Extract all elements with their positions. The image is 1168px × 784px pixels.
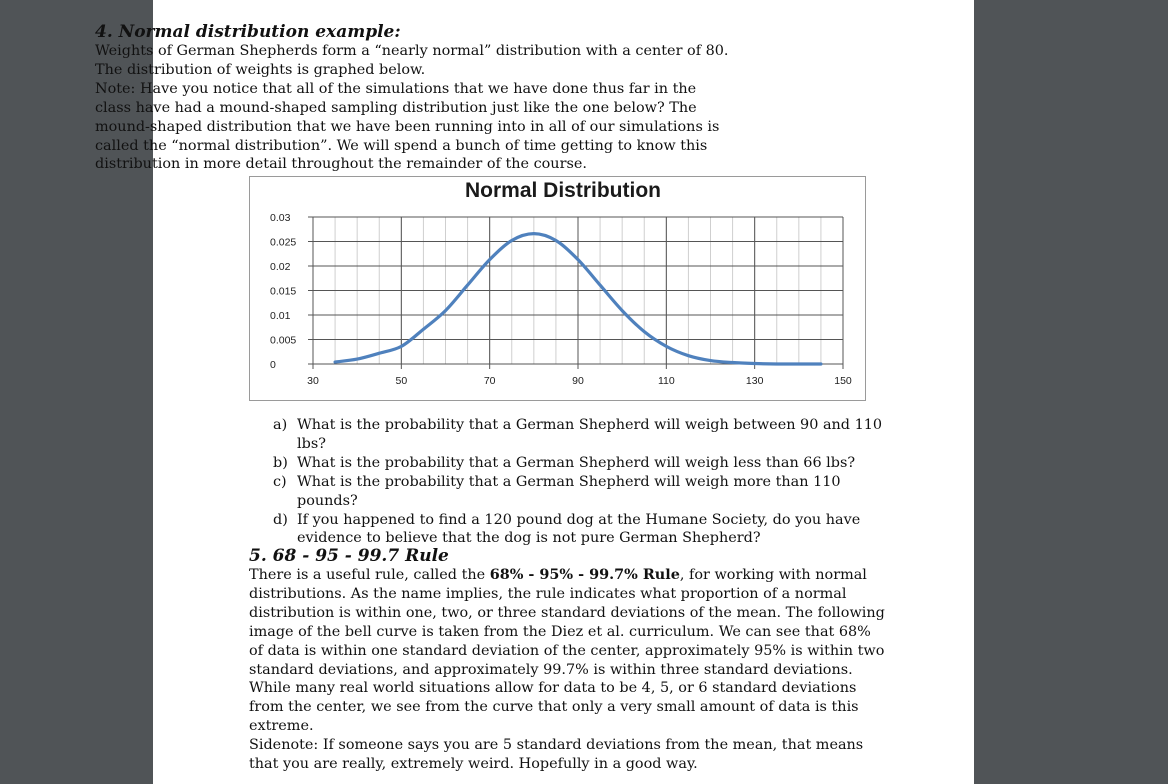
question-label: a): [273, 417, 288, 433]
x-tick-label: 50: [395, 375, 408, 387]
question-item: [249, 416, 889, 454]
y-tick-label: 0.01: [270, 310, 291, 322]
section-4: [95, 22, 735, 174]
normal-distribution-chart: [249, 176, 866, 401]
y-tick-label: 0.025: [270, 236, 297, 249]
x-tick-label: 130: [745, 375, 764, 387]
section-4-paragraph-1: Weights of German Shepherds form a “nearly normal” distribution with a center of 80. The distribution of weights is graphed below.: [95, 43, 729, 78]
x-tick-label: 150: [834, 375, 852, 387]
question-label: d): [273, 511, 288, 528]
chart-svg: [250, 177, 865, 400]
chart-title: Normal Distribution: [464, 179, 662, 202]
section-4-heading: 4. Normal distribution example:: [95, 22, 401, 42]
rule-name: 68% - 95% - 99.7% Rule: [489, 566, 680, 583]
section-5-body: , for working with normal distributions. As the name implies, the rule indicates what proportion of a normal distribution is within one, two, or three standard deviations of the mean. The following image of the bell curve is taken from the Diez et al. curriculum. We can see that 68% of data is within one standard deviation of the center, approximately 95% is within two standard deviations, and approximately 99.7% is within three standard deviations. While many real world situations allow for data to be 4, 5, or 6 standard deviations from the center, we see from the curve that only a very small amount of data is this extreme.: [249, 567, 885, 735]
y-tick-label: 0.03: [270, 212, 291, 224]
section-5-intro: There is a useful rule, called the: [249, 567, 490, 583]
question-text: What is the probability that a German Shepherd will weigh less than 66 lbs?: [297, 454, 856, 471]
x-tick-label: 90: [572, 375, 584, 387]
question-label: b): [273, 454, 288, 471]
x-tick-label: 30: [307, 375, 319, 387]
section-4-paragraph-2: Note: Have you notice that all of the simulations that we have done thus far in the class have had a mound-shaped sampling distribution just like the one below? The mound-shaped distribution that we have been running into in all of our simulations is called the “normal distribution”. We will spend a bunch of time getting to know this distribution in more detail throughout the remainder of the course.: [95, 80, 720, 173]
question-item: [249, 511, 889, 549]
sidenote: Sidenote: If someone says you are 5 standard deviations from the mean, that means that you are really, extremely weird. Hopefully in a good way.: [249, 737, 864, 773]
question-item: [249, 473, 889, 511]
section-5: [249, 546, 889, 774]
question-text: If you happened to find a 120 pound dog at the Humane Society, do you have evidence to believe that the dog is not pure German Shepherd?: [297, 511, 861, 547]
y-tick-label: 0: [270, 359, 276, 371]
question-label: c): [273, 473, 287, 490]
questions-list: [249, 416, 889, 548]
y-tick-label: 0.02: [270, 261, 291, 273]
x-tick-label: 70: [483, 375, 496, 387]
question-item: [249, 454, 889, 473]
section-5-heading: 5. 68 - 95 - 99.7 Rule: [249, 546, 449, 566]
question-text: What is the probability that a German Shepherd will weigh more than 110 pounds?: [297, 473, 841, 509]
y-tick-label: 0.005: [270, 334, 297, 347]
question-text: What is the probability that a German Shepherd will weigh between 90 and 110 lbs?: [297, 417, 883, 452]
y-tick-label: 0.015: [270, 285, 297, 298]
section-5-paragraph: [249, 566, 889, 736]
x-tick-label: 110: [657, 375, 675, 387]
